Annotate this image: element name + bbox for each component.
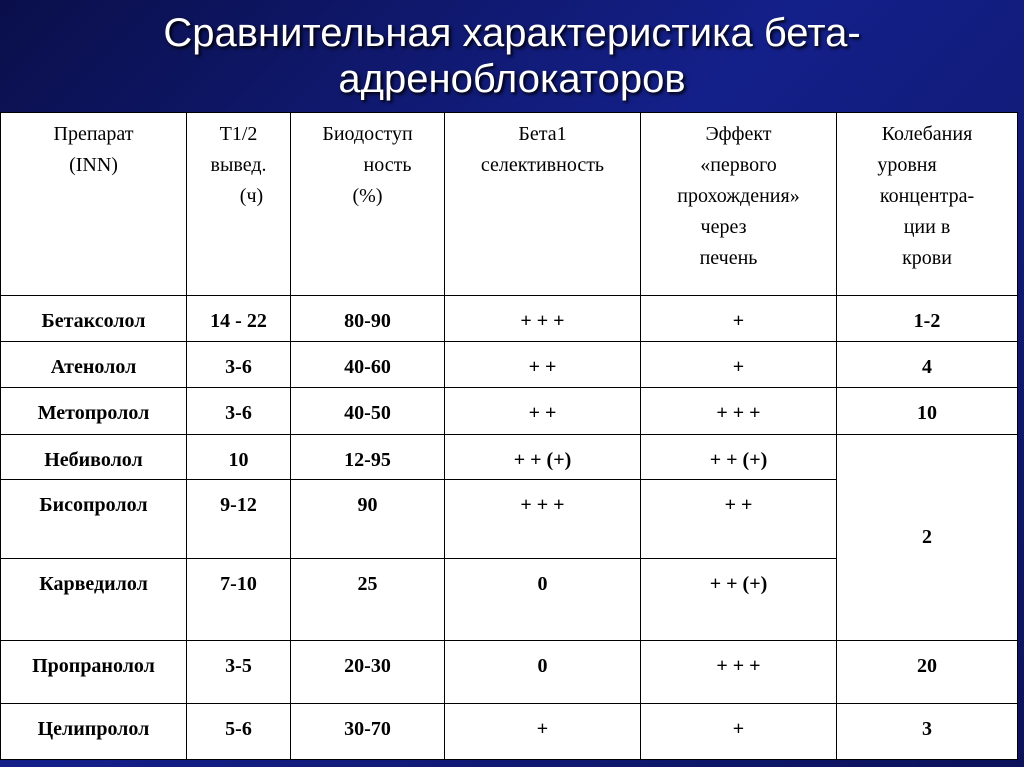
header-fluctuation-line: уровня xyxy=(877,154,937,176)
cell-beta1: + + (+) xyxy=(445,435,641,480)
cell-fluctuation: 4 xyxy=(837,342,1018,388)
cell-bioavailability: 90 xyxy=(291,480,445,559)
header-half-life-line: Т1/2 xyxy=(219,123,258,145)
cell-first-pass: + + (+) xyxy=(641,435,837,480)
table-row xyxy=(1,641,1018,704)
table-row xyxy=(1,435,1018,480)
cell-drug: Пропранолол xyxy=(1,641,187,704)
cell-bioavailability: 20-30 xyxy=(291,641,445,704)
cell-half-life: 14 - 22 xyxy=(187,296,291,342)
header-beta1-line: селективность xyxy=(480,154,605,176)
cell-bioavailability: 40-60 xyxy=(291,342,445,388)
cell-first-pass: + xyxy=(641,296,837,342)
header-beta1-selectivity xyxy=(445,113,641,296)
cell-half-life: 3-5 xyxy=(187,641,291,704)
header-bioavailability-line: (%) xyxy=(352,185,383,207)
cell-half-life: 9-12 xyxy=(187,480,291,559)
table-row xyxy=(1,388,1018,435)
cell-first-pass: + + + xyxy=(641,641,837,704)
cell-beta1: + xyxy=(445,704,641,760)
header-drug-line: Препарат xyxy=(53,123,134,145)
slide-title-line-1: Сравнительная характеристика бета- xyxy=(163,11,861,55)
cell-bioavailability: 40-50 xyxy=(291,388,445,435)
cell-fluctuation: 10 xyxy=(837,388,1018,435)
cell-half-life: 7-10 xyxy=(187,559,291,641)
cell-fluctuation: 20 xyxy=(837,641,1018,704)
header-bioavailability-line: ность xyxy=(363,154,412,176)
header-fluctuation-line: крови xyxy=(902,247,952,269)
header-first-pass-effect xyxy=(641,113,837,296)
cell-first-pass: + + (+) xyxy=(641,559,837,641)
table-row xyxy=(1,704,1018,760)
header-drug-line: (INN) xyxy=(69,154,118,176)
cell-beta1: + + xyxy=(445,388,641,435)
cell-drug: Метопролол xyxy=(1,388,187,435)
cell-drug: Небиволол xyxy=(1,435,187,480)
header-first-pass-line: через xyxy=(700,216,747,238)
cell-first-pass: + + + xyxy=(641,388,837,435)
header-fluctuation-line: концентра- xyxy=(879,185,975,207)
header-beta1-line: Бета1 xyxy=(518,123,567,145)
header-concentration-fluctuation xyxy=(837,113,1018,296)
cell-half-life: 5-6 xyxy=(187,704,291,760)
cell-beta1: + + xyxy=(445,342,641,388)
slide-title-line-2: адреноблокаторов xyxy=(338,57,686,101)
cell-half-life: 3-6 xyxy=(187,388,291,435)
cell-beta1: 0 xyxy=(445,559,641,641)
header-fluctuation-line: Колебания xyxy=(881,123,973,145)
cell-fluctuation: 3 xyxy=(837,704,1018,760)
cell-beta1: 0 xyxy=(445,641,641,704)
cell-drug: Карведилол xyxy=(1,559,187,641)
header-first-pass-line: прохождения» xyxy=(677,185,800,207)
comparison-table xyxy=(0,112,1018,760)
cell-first-pass: + xyxy=(641,342,837,388)
header-half-life xyxy=(187,113,291,296)
cell-half-life: 10 xyxy=(187,435,291,480)
header-drug xyxy=(1,113,187,296)
header-half-life-line: (ч) xyxy=(239,185,264,207)
cell-beta1: + + + xyxy=(445,296,641,342)
cell-drug: Целипролол xyxy=(1,704,187,760)
cell-first-pass: + xyxy=(641,704,837,760)
cell-bioavailability: 25 xyxy=(291,559,445,641)
table-row xyxy=(1,296,1018,342)
cell-first-pass: + + xyxy=(641,480,837,559)
cell-beta1: + + + xyxy=(445,480,641,559)
cell-drug: Бисопролол xyxy=(1,480,187,559)
cell-drug: Бетаксолол xyxy=(1,296,187,342)
cell-drug: Атенолол xyxy=(1,342,187,388)
header-first-pass-line: «первого xyxy=(700,154,777,176)
cell-bioavailability: 30-70 xyxy=(291,704,445,760)
header-fluctuation-line: ции в xyxy=(903,216,951,238)
table-header-row xyxy=(1,113,1018,296)
header-half-life-line: вывед. xyxy=(210,154,267,176)
header-bioavailability xyxy=(291,113,445,296)
cell-half-life: 3-6 xyxy=(187,342,291,388)
cell-fluctuation-merged: 2 xyxy=(837,435,1018,641)
cell-bioavailability: 12-95 xyxy=(291,435,445,480)
slide-title xyxy=(0,0,1024,112)
comparison-table-panel xyxy=(0,112,1017,759)
header-first-pass-line: Эффект xyxy=(705,123,772,145)
table-row xyxy=(1,342,1018,388)
header-bioavailability-line: Биодоступ xyxy=(322,123,413,145)
header-first-pass-line: печень xyxy=(699,247,758,269)
cell-fluctuation: 1-2 xyxy=(837,296,1018,342)
cell-bioavailability: 80-90 xyxy=(291,296,445,342)
